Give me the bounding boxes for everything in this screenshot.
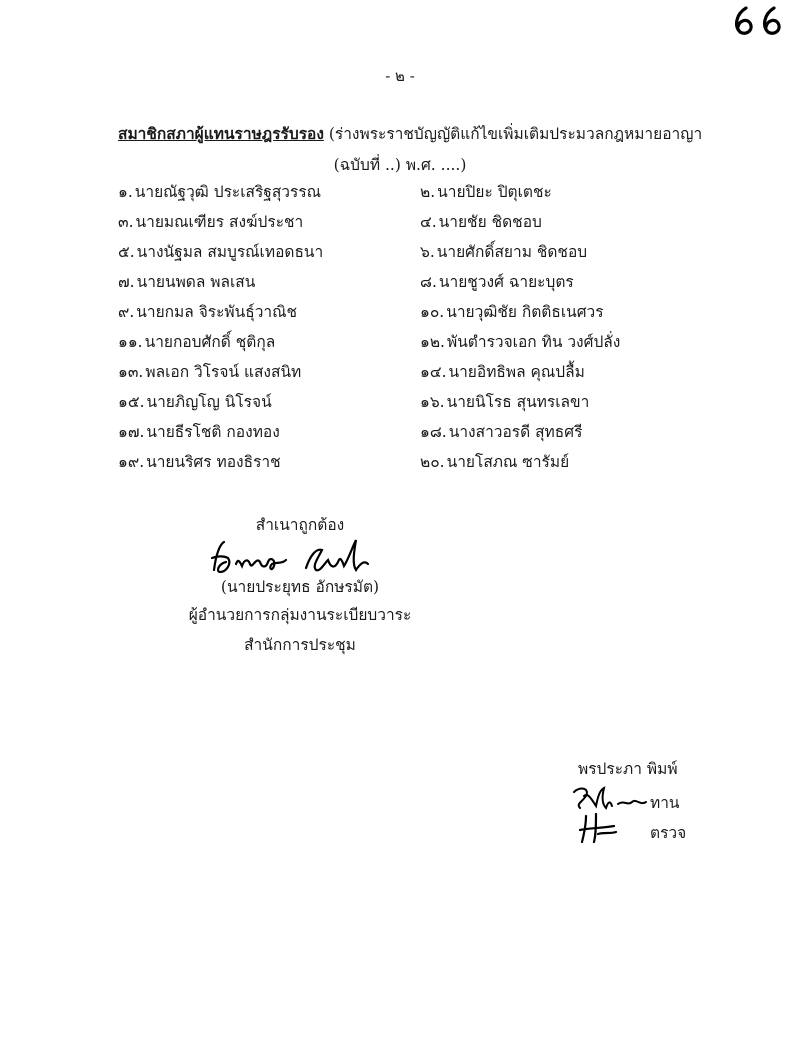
- member-name: นายธีรโชติ กองทอง: [146, 423, 280, 441]
- member-number: ๗.: [118, 273, 135, 291]
- member-number: ๙.: [118, 303, 135, 321]
- member-name: นายกมล จิระพันธุ์วาณิช: [136, 303, 298, 321]
- member-entry: [118, 242, 323, 262]
- member-name: นายอิทธิพล คุณปลื้ม: [448, 363, 585, 381]
- page-number: - ๒ -: [385, 67, 415, 85]
- member-number: ๑๓.: [118, 363, 144, 381]
- member-name: นายชูวงศ์ ฉายะบุตร: [438, 273, 574, 291]
- member-name: พันตำรวจเอก ทิน วงศ์ปลั่ง: [446, 333, 621, 351]
- member-number: ๑๕.: [118, 393, 145, 411]
- member-name: นายภิญโญ นิโรจน์: [146, 393, 272, 411]
- member-name: นายณัฐวุฒิ ประเสริฐสุวรรณ: [134, 183, 322, 201]
- typist-label: พรประภา พิมพ์: [578, 760, 678, 778]
- member-name: นางนัฐมล สมบูรณ์เทอดธนา: [136, 243, 324, 261]
- member-number: ๘.: [420, 273, 437, 291]
- member-number: ๑๖.: [420, 393, 445, 411]
- heading-title: สมาชิกสภาผู้แทนราษฎรรับรอง: [118, 124, 324, 143]
- member-number: ๑๒.: [420, 333, 445, 351]
- reviewer-initials-signature: [570, 782, 650, 812]
- member-entry: [118, 332, 275, 352]
- member-entry: [420, 452, 569, 472]
- member-entry: [420, 182, 552, 202]
- member-entry: [420, 242, 587, 262]
- role-check: ตรวจ: [650, 824, 687, 842]
- member-name: นายชัย ชิดชอบ: [438, 213, 542, 231]
- role-proofread: ทาน: [650, 794, 680, 812]
- member-number: ๑๑.: [118, 333, 143, 351]
- member-name: นายนิโรธ สุนทรเลขา: [446, 393, 590, 411]
- member-number: ๑๔.: [420, 363, 447, 381]
- member-name: นายกอบศักดิ์ ชุติกุล: [144, 333, 276, 351]
- member-name: นายโสภณ ซารัมย์: [446, 453, 570, 471]
- member-name: นางสาวอรดี สุทธศรี: [448, 423, 583, 441]
- member-number: ๕.: [118, 243, 135, 261]
- member-entry: [420, 272, 574, 292]
- member-entry: [118, 212, 303, 232]
- member-number: ๑๐.: [420, 303, 445, 321]
- member-entry: [420, 302, 604, 322]
- certified-copy-label: สำเนาถูกต้อง: [255, 516, 345, 534]
- member-entry: [118, 452, 281, 472]
- member-number: ๓.: [118, 213, 134, 231]
- member-name: นายศักดิ์สยาม ชิดชอบ: [436, 243, 588, 261]
- heading-bill-title: (ร่างพระราชบัญญัติแก้ไขเพิ่มเติมประมวลกฎหมายอาญา: [328, 125, 703, 143]
- member-number: ๑.: [118, 183, 133, 201]
- signer-name: (นายประยุทธ อักษรมัต): [220, 578, 380, 596]
- member-name: พลเอก วิโรจน์ แสงสนิท: [145, 363, 302, 381]
- member-number: ๔.: [420, 213, 437, 231]
- document-heading: [118, 124, 778, 144]
- member-number: ๒๐.: [420, 453, 445, 471]
- member-name: นายวุฒิชัย กิตติธเนศวร: [446, 303, 604, 321]
- member-number: ๑๗.: [118, 423, 145, 441]
- member-number: ๑๘.: [420, 423, 447, 441]
- member-entry: [420, 392, 589, 412]
- handwritten-page-mark: [730, 4, 790, 38]
- member-entry: [118, 392, 272, 412]
- signer-office: สำนักการประชุม: [244, 636, 356, 654]
- member-entry: [420, 212, 542, 232]
- member-name: นายมณเฑียร สงฆ์ประชา: [135, 213, 304, 231]
- member-name: นายนริศร ทองธิราช: [146, 453, 281, 471]
- heading-bill-number: (ฉบับที่ ..) พ.ศ. ....): [333, 156, 467, 174]
- checker-initials-signature: [578, 812, 618, 844]
- member-entry: [420, 362, 585, 382]
- member-entry: [420, 332, 620, 352]
- signer-position: ผู้อำนวยการกลุ่มงานระเบียบวาระ: [188, 606, 412, 624]
- member-number: ๖.: [420, 243, 435, 261]
- member-entry: [118, 182, 321, 202]
- member-entry: [420, 422, 582, 442]
- member-number: ๒.: [420, 183, 436, 201]
- member-name: นายนพดล พลเสน: [136, 273, 256, 291]
- member-number: ๑๙.: [118, 453, 145, 471]
- member-entry: [118, 422, 280, 442]
- member-entry: [118, 272, 255, 292]
- member-name: นายปิยะ ปิตุเตชะ: [437, 183, 552, 201]
- member-entry: [118, 362, 301, 382]
- member-entry: [118, 302, 297, 322]
